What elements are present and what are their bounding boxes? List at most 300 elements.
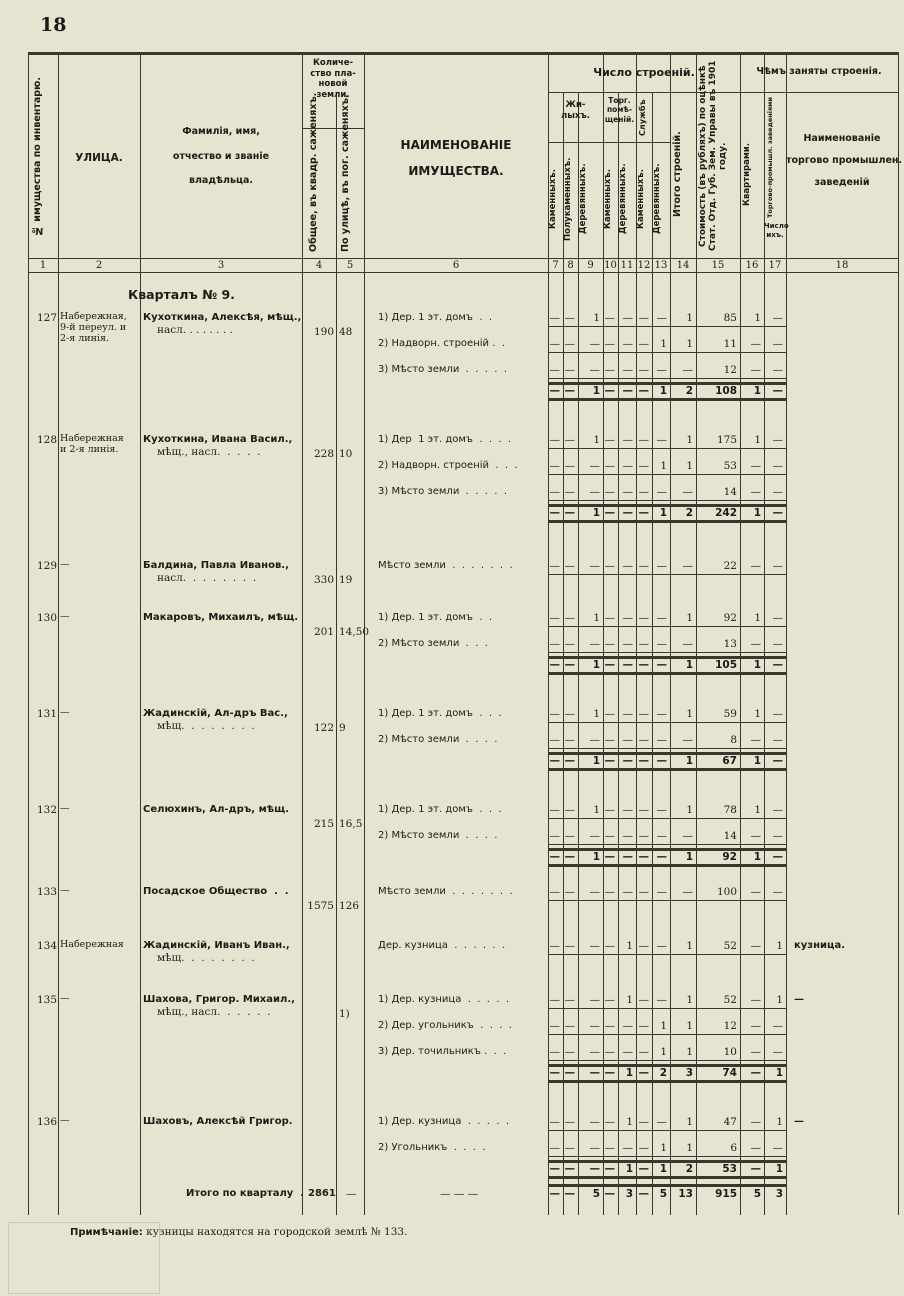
header-c9: Деревянныхъ. <box>578 163 588 235</box>
property-value: — <box>622 560 633 572</box>
subtotal-value: — <box>604 385 615 397</box>
property-value: 52 <box>723 994 737 1006</box>
grand-total-value: 5 <box>659 1188 667 1200</box>
property-value: 22 <box>723 560 737 572</box>
column-rule <box>898 52 899 1215</box>
property-value: — <box>622 638 633 650</box>
top-rule <box>28 52 898 55</box>
header-service: Службъ <box>638 99 647 137</box>
property-line: 2) Мѣсто земли . . . . <box>378 734 498 745</box>
property-value: 1 <box>686 1116 693 1128</box>
subtotal-value: 2 <box>685 507 693 519</box>
subtotal-value: — <box>564 1163 575 1175</box>
header-trade: Торг. помѣ- щеній. <box>604 96 635 124</box>
subtotal-value: 1 <box>753 755 761 767</box>
column-number: 3 <box>217 260 225 271</box>
item-owner <box>143 994 295 1018</box>
subtotal-value: — <box>549 755 560 767</box>
subtotal-value: — <box>622 385 633 397</box>
item-street: — <box>60 611 70 622</box>
row-rule <box>548 326 786 327</box>
row-rule <box>548 500 786 501</box>
property-line: 2) Надворн. строеній . . . <box>378 460 518 471</box>
column-number: 1 <box>39 260 47 271</box>
header-bottom-rule <box>28 258 898 259</box>
property-value: — <box>564 1046 575 1058</box>
subtotal-value: — <box>604 851 615 863</box>
subtotal-value: — <box>604 1067 615 1079</box>
property-value: — <box>549 364 560 376</box>
property-value: — <box>772 830 783 842</box>
property-value: — <box>772 734 783 746</box>
subtotal-value: — <box>750 1163 761 1175</box>
property-value: — <box>682 734 693 746</box>
property-value: — <box>604 364 615 376</box>
row-rule <box>548 844 786 845</box>
property-value: — <box>549 486 560 498</box>
header-c8: Полукаменныхъ. <box>563 157 573 241</box>
subtotal-value: — <box>772 507 783 519</box>
subtotal-value: 242 <box>715 507 737 519</box>
property-value: — <box>564 734 575 746</box>
owner-line: мѣщ. . . . . . . . <box>157 719 255 732</box>
property-value: — <box>772 1046 783 1058</box>
row-rule <box>548 1130 786 1131</box>
subtotal-value: — <box>638 507 649 519</box>
property-value: — <box>638 886 649 898</box>
subtotal-value: 2 <box>685 385 693 397</box>
property-value: — <box>564 338 575 350</box>
property-value: — <box>638 434 649 446</box>
property-line: Мѣсто земли . . . . . . . <box>378 886 513 897</box>
item-street: Набережная и 2-я линія. <box>60 433 124 455</box>
property-value: — <box>564 994 575 1006</box>
item-number: 130 <box>36 612 57 624</box>
column-rule <box>696 52 697 1215</box>
establishment-name: — <box>794 994 804 1005</box>
property-value: — <box>549 804 560 816</box>
subgroup-rule <box>548 142 670 143</box>
property-value: — <box>622 612 633 624</box>
property-value: — <box>622 1020 633 1032</box>
property-value: — <box>750 1046 761 1058</box>
header-c7: Каменныхъ. <box>548 169 558 229</box>
occupied-group-rule <box>740 92 898 93</box>
property-line: 1) Дер. кузница . . . . . <box>378 994 510 1005</box>
property-value: — <box>549 560 560 572</box>
property-value: 1 <box>686 1046 693 1058</box>
property-value: — <box>656 434 667 446</box>
property-value: — <box>549 734 560 746</box>
property-value: — <box>772 1020 783 1032</box>
row-rule <box>548 378 786 379</box>
owner-line: Шахова, Григор. Михаил., <box>143 994 295 1005</box>
column-number: 10 <box>604 260 617 271</box>
property-value: — <box>656 708 667 720</box>
property-value: — <box>604 804 615 816</box>
property-value: — <box>604 312 615 324</box>
item-owner <box>143 886 289 898</box>
item-area: 330 <box>313 574 334 586</box>
property-value: 1 <box>686 434 693 446</box>
subtotal-value: — <box>604 755 615 767</box>
row-rule <box>548 954 786 955</box>
property-value: — <box>604 1142 615 1154</box>
subtotal-value: 1 <box>775 1163 783 1175</box>
subtotal-value: — <box>564 1067 575 1079</box>
property-value: — <box>656 994 667 1006</box>
grand-total-label: Итого по кварталу . <box>186 1188 305 1199</box>
property-value: — <box>772 1142 783 1154</box>
property-value: — <box>622 830 633 842</box>
property-value: — <box>772 886 783 898</box>
property-value: — <box>549 708 560 720</box>
property-value: — <box>589 364 600 376</box>
owner-line: насл. . . . . . . . <box>157 571 257 584</box>
property-value: — <box>750 460 761 472</box>
property-value: — <box>564 830 575 842</box>
property-value: — <box>622 460 633 472</box>
owner-line: Балдина, Павла Иванов., <box>143 560 289 571</box>
property-value: 92 <box>723 612 737 624</box>
property-value: — <box>549 994 560 1006</box>
item-owner <box>143 312 301 336</box>
property-value: — <box>656 734 667 746</box>
item-frontage: 1) <box>339 1008 350 1020</box>
property-value: — <box>656 804 667 816</box>
grand-total-value: — <box>638 1188 649 1200</box>
property-value: 175 <box>716 434 737 446</box>
property-value: — <box>638 312 649 324</box>
property-value: — <box>604 560 615 572</box>
subtotal-value: 1 <box>685 659 693 671</box>
property-value: — <box>656 886 667 898</box>
property-value: 1 <box>754 312 761 324</box>
property-value: — <box>638 734 649 746</box>
property-value: — <box>604 734 615 746</box>
property-value: — <box>604 338 615 350</box>
property-value: 1 <box>686 338 693 350</box>
owner-line: Жадинскій, Иванъ Иван., <box>143 940 290 951</box>
establishment-name: кузница. <box>794 940 845 951</box>
property-line: 2) Угольникъ . . . . <box>378 1142 486 1153</box>
item-street: — <box>60 559 70 570</box>
property-value: — <box>656 560 667 572</box>
property-value: — <box>750 1116 761 1128</box>
property-value: — <box>564 638 575 650</box>
item-number: 136 <box>36 1116 57 1128</box>
subtotal-value: 1 <box>753 507 761 519</box>
grand-total-value: 5 <box>592 1188 600 1200</box>
property-value: — <box>564 940 575 952</box>
property-line: 2) Мѣсто земли . . . . <box>378 830 498 841</box>
property-value: — <box>564 434 575 446</box>
property-value: 1 <box>686 708 693 720</box>
item-number: 127 <box>36 312 57 324</box>
item-frontage: 9 <box>339 722 346 734</box>
property-value: — <box>604 612 615 624</box>
subtotal-rule <box>548 398 786 401</box>
owner-line: Селюхинъ, Ал-дръ, мѣщ. <box>143 804 289 815</box>
column-number: 15 <box>711 260 725 271</box>
subtotal-value: — <box>549 1067 560 1079</box>
property-value: — <box>589 338 600 350</box>
row-rule <box>548 1156 786 1157</box>
subtotal-value: — <box>622 507 633 519</box>
header-area-group: Количе- ство пла- новой земли. <box>310 58 356 100</box>
subtotal-value: 1 <box>753 385 761 397</box>
faded-stamp <box>8 1222 160 1294</box>
property-value: — <box>604 994 615 1006</box>
item-street: — <box>60 993 70 1004</box>
subtotal-value: — <box>549 1163 560 1175</box>
item-street: Набережная, 9-й переул. и 2-я линія. <box>60 311 127 344</box>
property-value: 1 <box>593 312 600 324</box>
header-frontage: По улицѣ, въ пог. саженяхъ. <box>340 94 351 252</box>
item-frontage: 14,50 <box>339 626 370 638</box>
property-value: — <box>604 1116 615 1128</box>
subtotal-value: 1 <box>592 659 600 671</box>
property-value: 1 <box>754 612 761 624</box>
property-value: — <box>638 708 649 720</box>
subtotal-value: — <box>564 851 575 863</box>
property-value: — <box>604 486 615 498</box>
property-value: 10 <box>723 1046 737 1058</box>
property-value: — <box>604 460 615 472</box>
header-trade-establishments: Торгово-промышл. заведеніями <box>766 97 774 218</box>
subtotal-value: 67 <box>722 755 737 767</box>
property-value: — <box>604 830 615 842</box>
item-area: 122 <box>313 722 334 734</box>
item-area: 215 <box>313 818 334 830</box>
property-value: — <box>750 364 761 376</box>
item-number: 131 <box>36 708 57 720</box>
subtotal-value: — <box>638 1163 649 1175</box>
subtotal-value: 105 <box>715 659 737 671</box>
property-value: 1 <box>754 804 761 816</box>
property-value: — <box>604 1046 615 1058</box>
header-c13: Деревянныхъ. <box>652 163 662 235</box>
owner-line: Посадское Общество . . <box>143 886 289 897</box>
item-street: — <box>60 803 70 814</box>
property-line: 1) Дер. 1 эт. домъ . . <box>378 312 493 323</box>
property-value: — <box>564 1142 575 1154</box>
subtotal-value: — <box>564 507 575 519</box>
property-value: — <box>638 1142 649 1154</box>
property-value: — <box>772 804 783 816</box>
subtotal-value: — <box>638 851 649 863</box>
property-value: 1 <box>660 1142 667 1154</box>
property-value: — <box>656 940 667 952</box>
column-number: 4 <box>315 260 323 271</box>
property-value: — <box>564 312 575 324</box>
item-number: 135 <box>36 994 57 1006</box>
item-frontage: 16,5 <box>339 818 363 830</box>
property-value: — <box>604 940 615 952</box>
property-value: — <box>622 734 633 746</box>
subtotal-value: 1 <box>625 1067 633 1079</box>
owner-line: Шаховъ, Алексѣй Григор. <box>143 1116 293 1127</box>
property-value: 52 <box>723 940 737 952</box>
subtotal-value: 1 <box>753 851 761 863</box>
item-owner <box>143 612 298 624</box>
property-value: — <box>638 612 649 624</box>
column-rule <box>670 52 671 1215</box>
property-value: — <box>656 486 667 498</box>
item-street: — <box>60 1115 70 1126</box>
header-area-total: Общее, въ квадр. саженяхъ. <box>308 92 319 252</box>
property-line: 2) Надворн. строеній . . <box>378 338 505 349</box>
column-rule <box>28 52 29 1215</box>
owner-line: Макаровъ, Михаилъ, мѣщ. <box>143 612 299 623</box>
property-value: — <box>638 940 649 952</box>
item-number: 128 <box>36 434 57 446</box>
row-rule <box>548 722 786 723</box>
item-owner <box>143 434 292 458</box>
property-value: — <box>622 312 633 324</box>
property-line: 2) Дер. угольникъ . . . . <box>378 1020 512 1031</box>
header-buildings-group: Число строеній. <box>593 66 695 79</box>
subtotal-value: — <box>622 851 633 863</box>
property-value: — <box>656 364 667 376</box>
subtotal-value: — <box>604 507 615 519</box>
property-value: 100 <box>716 886 737 898</box>
column-number: 16 <box>745 260 759 271</box>
property-value: — <box>549 434 560 446</box>
property-value: — <box>750 886 761 898</box>
property-line: Дер. кузница . . . . . . <box>378 940 506 951</box>
item-street: — <box>60 707 70 718</box>
property-value: — <box>682 830 693 842</box>
property-value: — <box>750 994 761 1006</box>
column-number: 7 <box>552 260 559 271</box>
row-rule <box>548 574 786 575</box>
subtotal-value: — <box>622 659 633 671</box>
property-value: 6 <box>730 1142 737 1154</box>
column-number-rule <box>28 272 898 273</box>
property-value: — <box>772 364 783 376</box>
grand-total-value: 3 <box>625 1188 633 1200</box>
property-value: — <box>549 940 560 952</box>
property-value: — <box>638 486 649 498</box>
property-value: 53 <box>723 460 737 472</box>
property-value: — <box>638 338 649 350</box>
property-value: — <box>549 312 560 324</box>
column-number: 8 <box>567 260 574 271</box>
item-number: 129 <box>36 560 57 572</box>
property-value: 1 <box>660 338 667 350</box>
property-value: — <box>549 460 560 472</box>
item-number: 132 <box>36 804 57 816</box>
property-value: 1 <box>754 708 761 720</box>
header-total-buildings: Итого строеній. <box>672 131 683 217</box>
property-line: 3) Мѣсто земли . . . . . <box>378 486 507 497</box>
subtotal-rule <box>548 864 786 867</box>
owner-line: Кухоткина, Алексѣя, мѣщ., <box>143 312 302 323</box>
subtotal-value: — <box>656 659 667 671</box>
property-value: 12 <box>723 364 737 376</box>
property-value: — <box>656 638 667 650</box>
subtotal-value: — <box>638 385 649 397</box>
subtotal-value: — <box>772 851 783 863</box>
property-value: — <box>622 1142 633 1154</box>
property-value: 1 <box>754 434 761 446</box>
row-rule <box>548 474 786 475</box>
row-rule <box>548 1034 786 1035</box>
property-value: — <box>682 486 693 498</box>
property-value: 1 <box>686 1142 693 1154</box>
page-number: 18 <box>40 14 67 36</box>
subtotal-rule <box>548 520 786 523</box>
property-value: — <box>656 612 667 624</box>
subtotal-value: — <box>604 1163 615 1175</box>
property-value: — <box>750 1020 761 1032</box>
subtotal-value: — <box>589 1067 600 1079</box>
property-value: — <box>589 1142 600 1154</box>
subtotal-value: 1 <box>592 385 600 397</box>
item-owner <box>143 1116 293 1128</box>
subtotal-value: 1 <box>775 1067 783 1079</box>
property-value: — <box>604 886 615 898</box>
column-number: 6 <box>452 260 460 271</box>
property-line: 1) Дер 1 эт. домъ . . . . <box>378 434 512 445</box>
header-establishment-name: Наименованіе торгово промышлен. заведеній <box>786 133 903 188</box>
item-owner <box>143 560 289 584</box>
property-value: 1 <box>660 1046 667 1058</box>
subtotal-value: 53 <box>722 1163 737 1175</box>
subtotal-value: — <box>638 1067 649 1079</box>
subtotal-rule <box>548 672 786 675</box>
subtotal-value: 92 <box>722 851 737 863</box>
item-street: Набережная <box>60 939 124 950</box>
property-value: — <box>549 1142 560 1154</box>
property-value: — <box>549 1046 560 1058</box>
column-number: 5 <box>346 260 354 271</box>
footnote-label: Примѣчаніе: <box>70 1227 143 1238</box>
grand-total-value: 13 <box>678 1188 693 1200</box>
row-rule <box>548 900 786 901</box>
property-value: — <box>589 940 600 952</box>
property-value: 1 <box>776 994 783 1006</box>
property-value: — <box>622 1046 633 1058</box>
owner-line: Жадинскій, Ал-дръ Вас., <box>143 708 288 719</box>
footnote-text: кузницы находятся на городской землѣ № 133. <box>142 1226 408 1238</box>
subtotal-value: 1 <box>592 851 600 863</box>
property-value: — <box>549 1020 560 1032</box>
header-valuation: Стоимость (въ рубляхъ) по оцѣнкѣ Стат. Отд. Губ. Зем. Управы въ 1901 году. <box>698 60 728 252</box>
property-value: — <box>750 338 761 350</box>
subtotal-value: — <box>772 659 783 671</box>
property-value: 59 <box>723 708 737 720</box>
row-rule <box>548 818 786 819</box>
property-line: 1) Дер. 1 эт. домъ . . <box>378 612 493 623</box>
header-residential: Жи- лыхъ. <box>560 100 590 121</box>
column-number: 12 <box>637 260 651 271</box>
header-property-name: НАИМЕНОВАНІЕ ИМУЩЕСТВА. <box>400 138 512 179</box>
item-frontage: 19 <box>339 574 353 586</box>
quarter-title: Кварталъ № 9. <box>128 287 235 302</box>
property-value: — <box>589 638 600 650</box>
property-value: — <box>622 338 633 350</box>
subtotal-value: 1 <box>659 385 667 397</box>
item-owner <box>143 804 289 816</box>
owner-line: мѣщ., насл. . . . . <box>157 445 261 458</box>
item-area: 228 <box>313 448 334 460</box>
property-value: 1 <box>593 434 600 446</box>
subtotal-value: — <box>564 385 575 397</box>
property-value: — <box>564 460 575 472</box>
item-area: 201 <box>313 626 334 638</box>
